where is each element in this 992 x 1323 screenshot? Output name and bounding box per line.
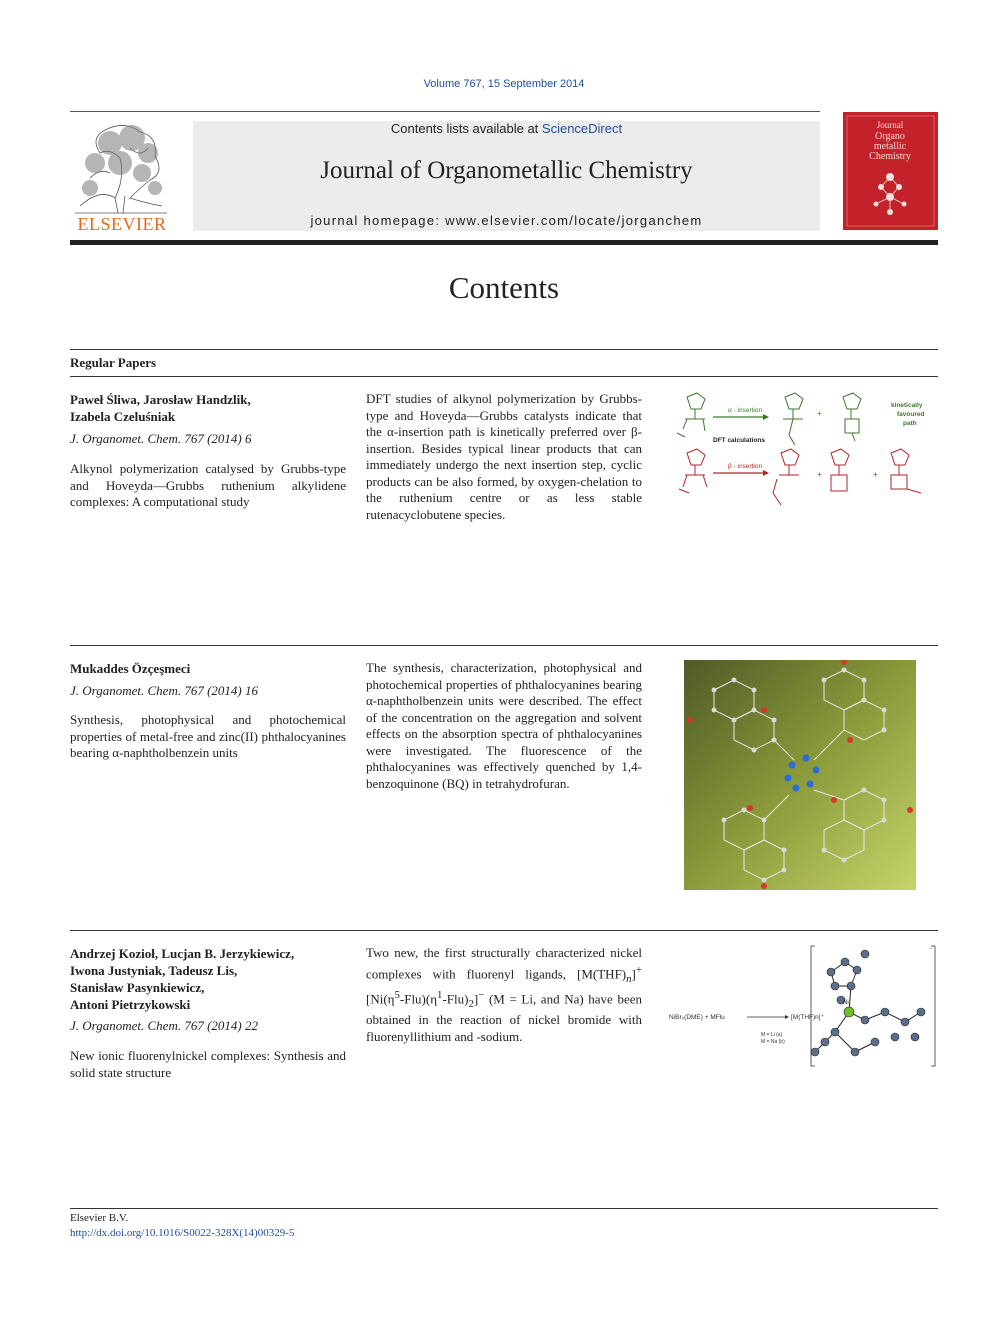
abstract-part: Two new, the first structurally characterized nickel complexes with fluorenyl ligands, [M(THF) [366,945,642,981]
section-rule-top [70,349,938,350]
ga1-kinetic-label: favoured [897,411,925,418]
article-1-abstract: DFT studies of alkynol polymerization by Grubbs-type and Hoveyda—Grubbs catalysts indicate that the α-insertion path is kinetically preferred over β-insertion. Besides typical linear products that can immediately undergo the next insertion step, cyclic products can be also formed, by oxygen-chelation to the ruthenium centre or as less stable rutenacyclobutene species. [366,391,642,522]
article-2-citation[interactable]: J. Organomet. Chem. 767 (2014) 16 [70,683,258,698]
abstract-sup: 5 [394,988,400,1001]
article-3-graphical-abstract[interactable] [665,942,938,1070]
journal-cover[interactable] [843,112,938,230]
journal-title: Journal of Organometallic Chemistry [320,157,693,184]
svg-text:+: + [873,470,878,479]
article-3-authors-line: Iwona Justyniak, Tadeusz Lis, [70,963,238,978]
article-separator [70,645,938,646]
article-3-title[interactable]: New ionic fluorenylnickel complexes: Synthesis and solid state structure [70,1048,346,1080]
abstract-part: (M = Li, and Na) have been obtained in the reaction of nickel bromide with fluorenyllithium and -sodium. [366,991,642,1044]
abstract-sub: 2 [468,997,474,1010]
elsevier-wordmark: ELSEVIER [77,214,167,234]
svg-text:Journal: Journal [876,120,904,130]
section-label: Regular Papers [70,355,157,370]
header-thick-rule [70,240,938,245]
article-2-abstract: The synthesis, characterization, photophysical and photochemical properties of phthalocyanines bearing α-naphtholbenzein units were described. The effect of the concentration on the aggregation and solvent effects on the absorption spectra of phthalocyanines were investigated. The fluorescence of the phthalocyanines was effectively quenched by 1,4-benzoquinone (BQ) in tetrahydrofuran. [366,660,642,791]
ga3-condition: M = Na (b) [761,1039,785,1045]
abstract-part: [Ni(η [366,991,395,1007]
article-3-authors-line: Andrzej Kozioł, Lucjan B. Jerzykiewicz, [70,946,295,961]
footer-publisher: Elsevier B.V. [70,1212,129,1224]
svg-text:+: + [817,409,822,418]
article-3-citation[interactable]: J. Organomet. Chem. 767 (2014) 22 [70,1018,258,1033]
svg-text:Organo: Organo [875,131,905,142]
article-1-title[interactable]: Alkynol polymerization catalysed by Grubbs-type and Hoveyda—Grubbs ruthenium alkylidene complexes: A computational study [70,461,346,509]
ga1-alpha-label: α - insertion [728,407,763,414]
svg-text:metallic: metallic [873,141,907,152]
ga1-kinetic-label: path [903,420,917,427]
article-1-graphical-abstract[interactable] [665,389,938,514]
contents-available-prefix: Contents lists available at [390,121,542,136]
article-separator [70,930,938,931]
header-rule [70,111,820,112]
article-1-authors-line: Izabela Czeluśniak [70,409,176,424]
article-3-abstract [366,945,642,1045]
abstract-part: -Flu) [442,991,469,1007]
abstract-part: -Flu)(η [399,991,438,1007]
ga3-ni-label: Ni [843,1000,849,1006]
page-title: Contents [448,270,560,305]
abstract-sub: n [626,972,632,985]
ga1-beta-label: β - insertion [728,463,763,470]
article-1-authors-line: Paweł Śliwa, Jarosław Handzlik, [70,392,251,407]
article-3-authors-line: Antoni Pietrzykowski [70,997,191,1012]
abstract-part: ] [631,965,636,981]
ga3-reactants: NiBr₂(DME) + MFlu [669,1014,725,1021]
article-2-title[interactable]: Synthesis, photophysical and photochemical properties of metal-free and zinc(II) phthalocyanines bearing α-naphtholbenzein units [70,712,346,760]
article-2-authors [70,660,355,677]
article-2-graphical-abstract[interactable] [684,660,916,890]
ga1-kinetic-label: kinetically [891,402,923,409]
footer-rule [70,1208,938,1209]
ga3-product: [M(THF)n]⁺ [791,1014,825,1021]
article-2-authors-line: Mukaddes Özçeşmeci [70,661,191,676]
ga3-condition: M = Li (a) [761,1032,783,1038]
svg-text:−: − [929,946,933,952]
svg-text:+: + [817,470,822,479]
abstract-part: ] [473,991,479,1007]
journal-homepage[interactable]: journal homepage: www.elsevier.com/locate/jorganchem [310,213,703,228]
article-1-citation[interactable]: J. Organomet. Chem. 767 (2014) 6 [70,431,252,446]
volume-info: Volume 767, 15 September 2014 [423,78,585,90]
abstract-sup: 1 [437,988,443,1001]
article-3-authors [70,945,355,1013]
footer-doi-link[interactable]: http://dx.doi.org/10.1016/S0022-328X(14)00329-5 [70,1227,295,1239]
abstract-sup: + [635,963,642,976]
article-1-authors [70,391,355,425]
contents-available [193,121,820,136]
abstract-sup: − [478,988,485,1001]
sciencedirect-link[interactable]: ScienceDirect [541,121,623,136]
journal-cover-art [843,112,938,230]
article-3-authors-line: Stanisław Pasynkiewicz, [70,980,205,995]
ga1-dft-label: DFT calculations [713,437,766,444]
section-rule-bottom [70,376,938,377]
svg-text:Chemistry: Chemistry [869,151,911,162]
